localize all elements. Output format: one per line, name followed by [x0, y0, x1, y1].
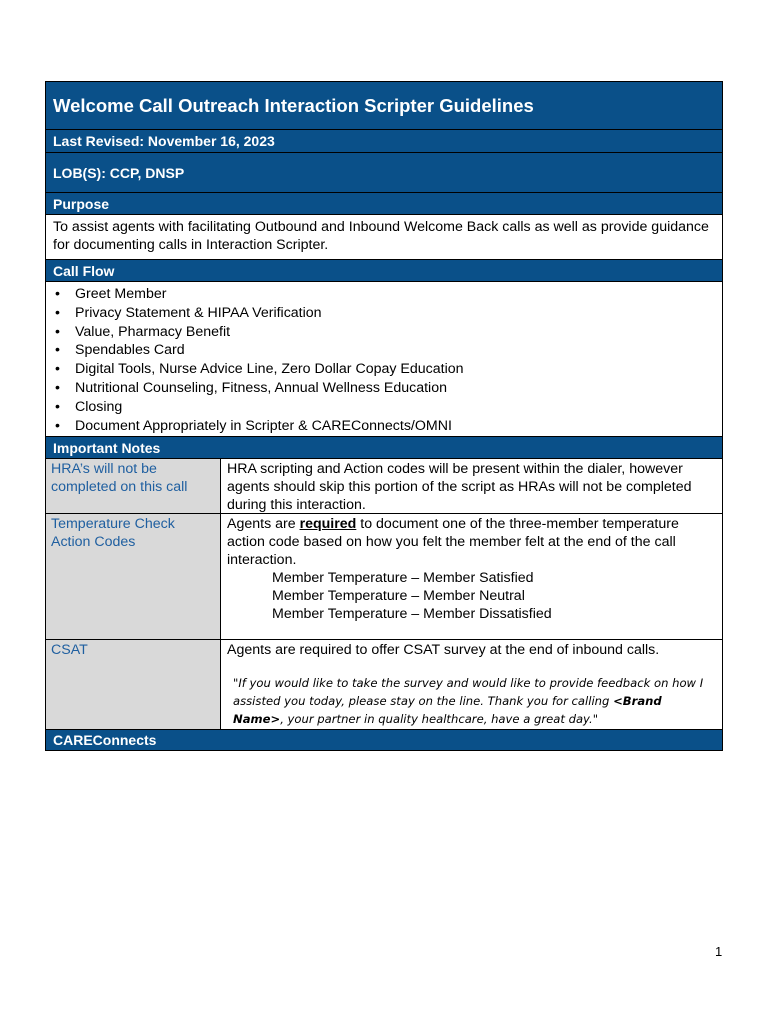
purpose-text: To assist agents with facilitating Outbound and Inbound Welcome Back calls as well as provide guidance for documenting calls in Interaction Scripter. — [46, 215, 722, 260]
guidelines-table — [45, 81, 723, 751]
required-emphasis: required — [299, 516, 357, 532]
note-row-temperature — [46, 514, 722, 640]
list-item: • Spendables Card — [53, 341, 715, 360]
list-item: • Nutritional Counseling, Fitness, Annual Wellness Education — [53, 379, 715, 398]
list-item: • Document Appropriately in Scripter & CAREConnects/OMNI — [53, 417, 715, 436]
csat-text: Agents are required to offer CSAT survey at the end of inbound calls. — [227, 642, 660, 658]
temperature-paragraph — [227, 515, 716, 569]
list-item: • Value, Pharmacy Benefit — [53, 323, 715, 342]
csat-text-container — [221, 640, 722, 729]
callflow-list-container — [46, 282, 722, 437]
hra-label: HRA’s will not be completed on this call — [46, 459, 221, 513]
temperature-text-after: to document one of the three-member temperature action code based on how you felt the member felt at the end of the call interaction. — [227, 516, 679, 568]
temperature-text-before: Agents are — [227, 516, 300, 532]
temperature-text — [221, 514, 722, 639]
list-item: • Privacy Statement & HIPAA Verification — [53, 304, 715, 323]
list-item: • Digital Tools, Nurse Advice Line, Zero Dollar Copay Education — [53, 360, 715, 379]
note-row-hra — [46, 459, 722, 514]
lob-line: LOB(S): CCP, DNSP — [46, 153, 722, 193]
temperature-label: Temperature Check Action Codes — [46, 514, 221, 639]
callflow-header: Call Flow — [46, 260, 722, 282]
csat-quote-after: , your partner in quality healthcare, have a great day." — [280, 712, 599, 726]
csat-quote — [227, 674, 716, 728]
callflow-list — [53, 285, 715, 435]
important-notes-header: Important Notes — [46, 437, 722, 459]
purpose-header: Purpose — [46, 193, 722, 215]
document-title: Welcome Call Outreach Interaction Scripter Guidelines — [46, 82, 722, 130]
temperature-neutral: Member Temperature – Member Neutral — [272, 588, 525, 604]
temperature-dissatisfied: Member Temperature – Member Dissatisfied — [272, 606, 552, 622]
temperature-satisfied: Member Temperature – Member Satisfied — [272, 570, 534, 586]
list-item: • Greet Member — [53, 285, 715, 304]
page-number: 1 — [715, 944, 723, 959]
list-item: • Closing — [53, 398, 715, 417]
csat-label: CSAT — [46, 640, 221, 729]
careconnects-header: CAREConnects — [46, 730, 722, 750]
brand-name-placeholder: <Brand Name> — [233, 694, 662, 726]
last-revised: Last Revised: November 16, 2023 — [46, 130, 722, 153]
hra-text: HRA scripting and Action codes will be present within the dialer, however agents should skip this portion of the script as HRAs will not be completed during this interaction. — [227, 461, 692, 513]
note-row-csat — [46, 640, 722, 730]
csat-quote-before: "If you would like to take the survey and would like to provide feedback on how I assisted you today, please stay on the line. Thank you for calling — [233, 676, 704, 708]
